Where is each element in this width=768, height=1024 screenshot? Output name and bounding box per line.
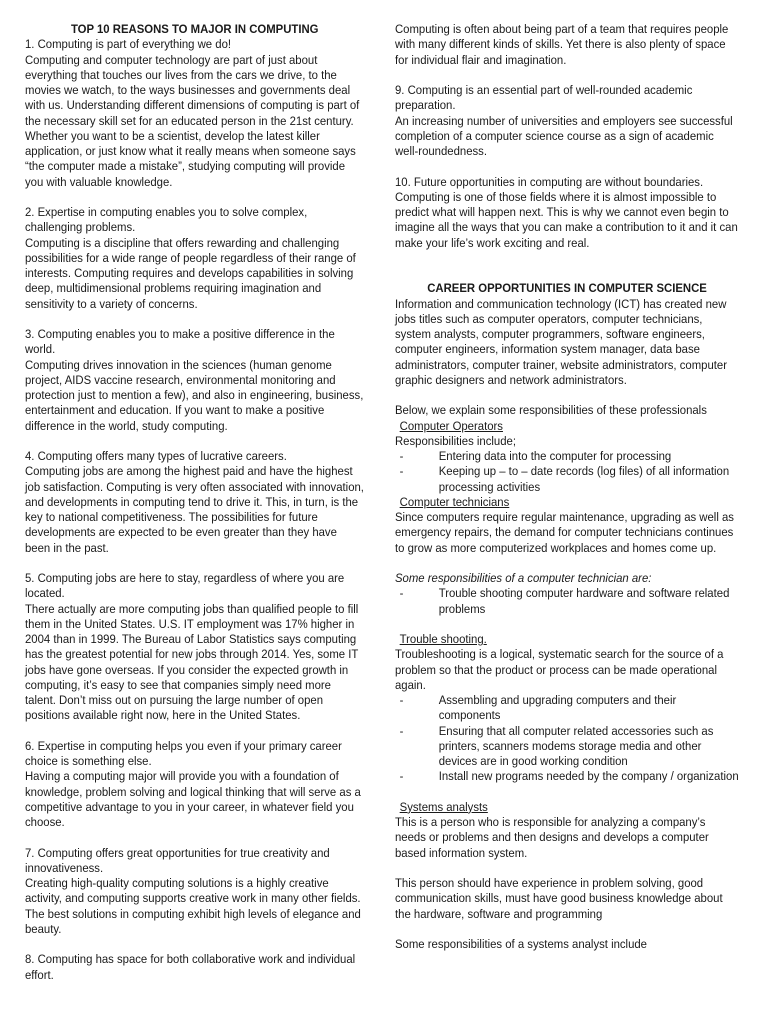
responsibilities-include: Responsibilities include; [395,433,516,448]
reason-8-heading: 8. Computing has space for both collaborative work and individual effort. [25,952,356,982]
reason-4-heading: 4. Computing offers many types of lucrative careers. [25,449,287,463]
list-dash: - [399,464,404,479]
list-dash: - [399,693,404,707]
reason-9-body: An increasing number of universities and employers see successful completion of a computer science course as a sign of academic well-roundedness. [395,113,733,158]
troubleshooting-body: Troubleshooting is a logical, systematic search for the source of a problem so that the product or process can be made operational again. [395,647,724,692]
operators-heading: Computer Operators [399,418,503,433]
reason-3-heading: 3. Computing enables you to make a positive difference in the world. [25,327,335,357]
list-item-text: Keeping up – to – date records (log files) of all information processing activities [438,464,730,494]
career-intro: Information and communication technology (ICT) has created new jobs titles such as computer operators, computer technicians, system analysts, computer programmers, software engineers, computer engineers, information system manager, data base administrators, computer trainer, website administrators, computer graphic designers and network administrators. [395,296,727,387]
reason-4-body: Computing jobs are among the highest paid and have the highest job satisfaction. Computing is very often associated with innovation, and developments in computing tend to drive it. This, in turn, is the key to national competitiveness. The possibilities for future developments are expected to be even greater than they have been in the past. [25,464,364,555]
list-item [395,693,739,724]
below-explain: Below, we explain some responsibilities of these professionals [395,403,707,418]
list-item [395,586,739,617]
list-item [395,769,739,784]
technicians-heading: Computer technicians [399,494,510,509]
left-column [25,22,364,983]
right-column [395,22,739,952]
troubleshooting-heading: Trouble shooting. [399,632,487,646]
analysts-heading: Systems analysts [399,799,488,814]
list-dash: - [399,769,404,784]
list-item [395,464,739,495]
reason-6-heading: 6. Expertise in computing helps you even if your primary career choice is something else. [25,738,342,768]
page-title: TOP 10 REASONS TO MAJOR IN COMPUTING [70,22,319,36]
reason-3-body: Computing drives innovation in the sciences (human genome project, AIDS vaccine research, environmental monitoring and protection just to mention a few), and also in engineering, business, entertainment and education. If you want to make a positive difference in the world, study computing. [25,357,364,433]
analysts-resp-intro: Some responsibilities of a systems analyst include [395,937,648,951]
reason-8-body: Computing is often about being part of a team that requires people with many different kinds of skills. Yet there is also plenty of space for individual flair and imagination. [395,22,729,67]
reason-10-body: Computing is one of those fields where it is almost impossible to predict what will happen next. This is why we cannot even begin to imagine all the ways that you can make a contribution to it and it can make your life’s work exciting and real. [395,189,738,250]
list-item [395,724,739,770]
reason-7-heading: 7. Computing offers great opportunities for true creativity and innovativeness. [25,845,330,875]
reason-5-heading: 5. Computing jobs are here to stay, regardless of where you are located. [25,571,345,601]
reason-9-heading: 9. Computing is an essential part of well-rounded academic preparation. [395,83,693,113]
reason-2-body: Computing is a discipline that offers rewarding and challenging possibilities for a wide range of people regardless of their range of interests. Computing requires and develops capabilities in solving deep, multidimensional problems requiring imagination and sensitivity to a variety of concerns. [25,235,356,311]
analysts-experience: This person should have experience in problem solving, good communication skills, must have good business knowledge about the hardware, software and programming [395,876,723,921]
technicians-body: Since computers require regular maintenance, upgrading as well as emergency repairs, the demand for computer technicians continues to grow as more computerized workplaces and homes come up. [395,510,734,555]
list-dash: - [399,723,404,738]
list-item-text: Ensuring that all computer related accessories such as printers, scanners modems storage media and other devices are in good working condition [438,723,714,768]
analysts-body: This is a person who is responsible for analyzing a company’s needs or problems and then designs and develops a computer based information system. [395,815,709,860]
list-item-text: Install new programs needed by the company / organization [438,769,739,784]
list-dash: - [399,586,404,601]
reason-1-heading: 1. Computing is part of everything we do! [25,37,232,52]
reason-7-body: Creating high-quality computing solutions is a highly creative activity, and computing supports creative work in many other fields. The best solutions in computing exhibit high levels of elegance and beauty. [25,876,361,936]
list-dash: - [399,449,404,463]
reason-2-heading: 2. Expertise in computing enables you to solve complex, challenging problems. [25,205,308,235]
list-item-text: Entering data into the computer for processing [438,449,672,463]
list-item-text: Trouble shooting computer hardware and software related problems [438,586,730,616]
reason-6-body: Having a computing major will provide you with a foundation of knowledge, problem solving and logical thinking that will serve as a competitive advantage to you in your career, in whatever field you choose. [25,769,361,829]
list-item [395,449,739,464]
technician-resp-intro: Some responsibilities of a computer technician are: [395,571,652,585]
career-title: CAREER OPPORTUNITIES IN COMPUTER SCIENCE [427,281,707,296]
reason-5-body: There actually are more computing jobs than qualified people to fill them in the United States. U.S. IT employment was 17% higher in 2004 than in 1999. The Bureau of Labor Statistics says computing has the greatest potential for new jobs through 2014. Yes, some IT jobs have gone overseas. If you consider the expected growth in computing, it’s easy to see that companies simply need more talent. Don’t miss out on pursuing the large number of open positions available right now, here in the United States. [25,601,359,723]
list-item-text: Assembling and upgrading computers and their components [438,693,677,723]
reason-10-heading: 10. Future opportunities in computing are without boundaries. [395,174,704,189]
reason-1-body: Computing and computer technology are part of just about everything that touches our lives from the cars we drive, to the movies we watch, to the ways businesses and governments deal with us. Understanding different dimensions of computing is part of the necessary skill set for an educated person in the 21st century. Whether you want to be a scientist, develop the latest killer application, or just know what it really means when someone says “the computer made a mistake”, studying computing will provide you with valuable knowledge. [25,52,360,189]
